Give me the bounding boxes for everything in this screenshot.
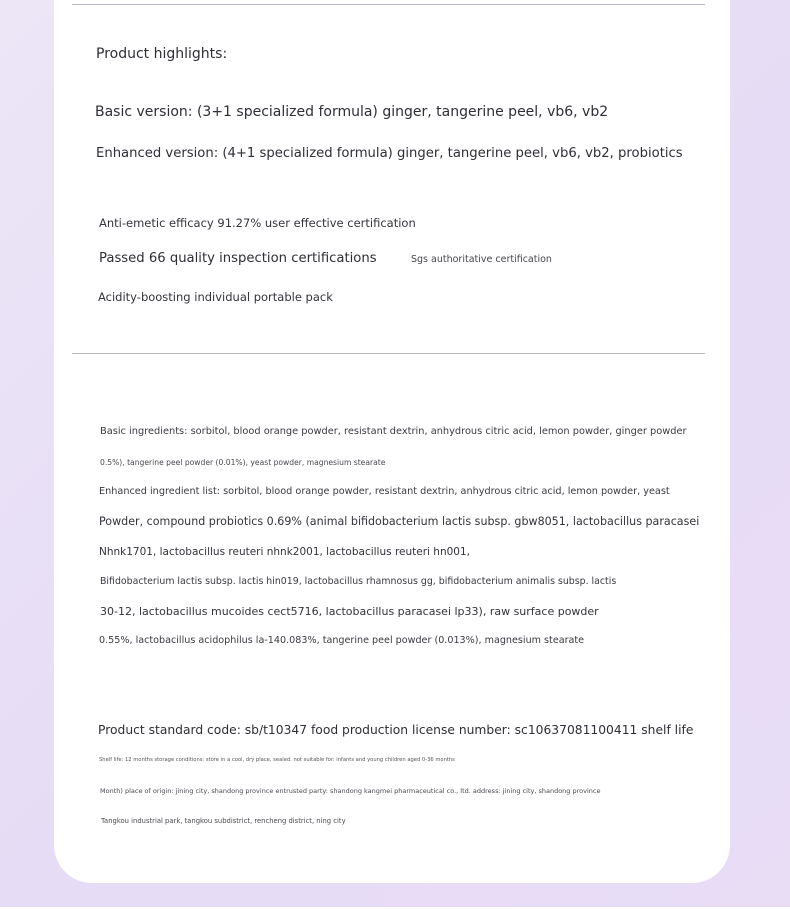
content-card — [54, 0, 730, 883]
ingredients-line: 0.55%, lactobacillus acidophilus la-140.083%, tangerine peel powder (0.013%), magnesium stearate — [99, 635, 585, 646]
product-info-line: Product standard code: sb/t10347 food production license number: sc10637081100411 shelf life — [98, 723, 694, 737]
product-info-line: Shelf life: 12 months storage conditions: store in a cool, dry place, sealed. not suitable for: infants and young children aged 0-36 months — [99, 757, 455, 763]
ingredients-line: Powder, compound probiotics 0.69% (animal bifidobacterium lactis subsp. gbw8051, lactobacillus paracasei — [99, 515, 700, 528]
ingredients-line: Bifidobacterium lactis subsp. lactis hin019, lactobacillus rhamnosus gg, bifidobacterium animalis subsp. lactis — [100, 576, 617, 587]
enhanced-version-text: Enhanced version: (4+1 specialized formula) ginger, tangerine peel, vb6, vb2, probiotics — [96, 146, 683, 161]
ingredients-line: Basic ingredients: sorbitol, blood orange powder, resistant dextrin, anhydrous citric acid, lemon powder, ginger powder — [100, 426, 687, 437]
ingredients-line: Nhnk1701, lactobacillus reuteri nhnk2001, lactobacillus reuteri hn001, — [99, 546, 470, 558]
basic-version-text: Basic version: (3+1 specialized formula) ginger, tangerine peel, vb6, vb2 — [95, 104, 609, 120]
middle-divider — [72, 353, 705, 354]
quality-certification-text: Passed 66 quality inspection certifications — [99, 251, 377, 266]
sgs-certification-text: Sgs authoritative certification — [411, 254, 552, 265]
highlights-heading: Product highlights: — [96, 46, 228, 62]
efficacy-text: Anti-emetic efficacy 91.27% user effective certification — [99, 216, 416, 230]
product-info-line: Month) place of origin: jining city, shandong province entrusted party: shandong kangmei pharmaceutical co., ltd. address: jining city, shandong province — [100, 787, 601, 795]
ingredients-line: Enhanced ingredient list: sorbitol, blood orange powder, resistant dextrin, anhydrous citric acid, lemon powder, yeast — [99, 486, 670, 497]
ingredients-line: 0.5%), tangerine peel powder (0.01%), yeast powder, magnesium stearate — [100, 458, 386, 467]
ingredients-line: 30-12, lactobacillus mucoides cect5716, lactobacillus paracasei lp33), raw surface powder — [100, 605, 599, 618]
product-info-line: Tangkou industrial park, tangkou subdistrict, rencheng district, ning city — [101, 817, 346, 825]
portable-pack-text: Acidity-boosting individual portable pack — [98, 290, 333, 304]
top-divider — [72, 4, 705, 5]
